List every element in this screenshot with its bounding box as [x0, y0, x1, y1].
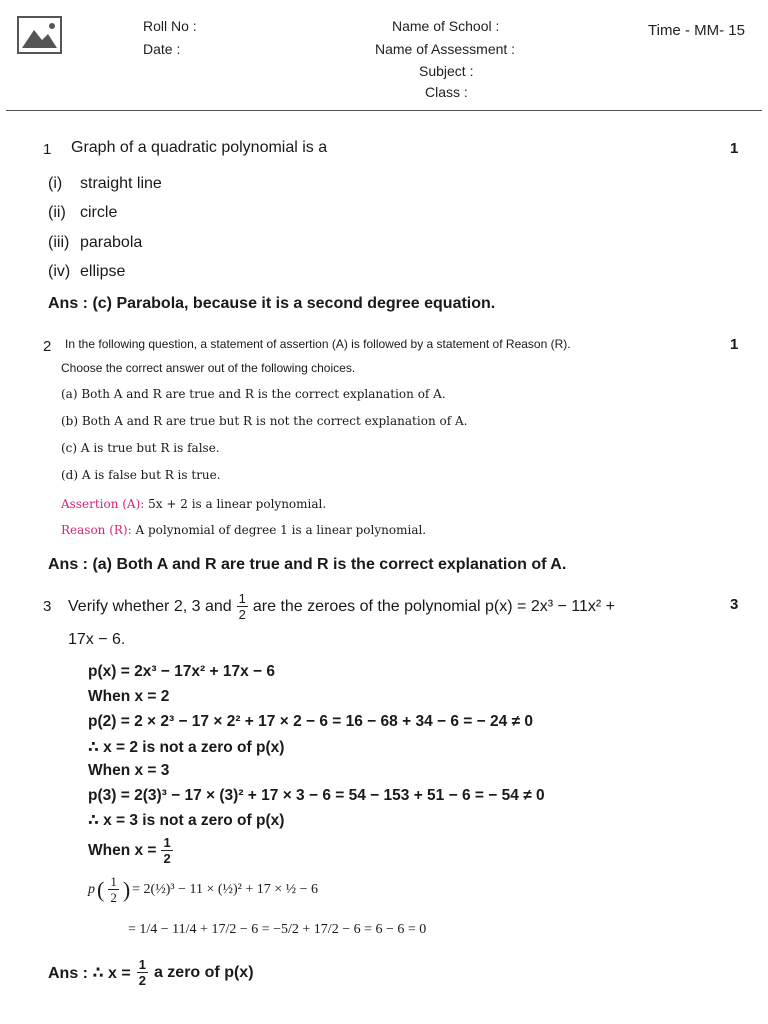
assessment-name-label: Name of Assessment :: [375, 41, 516, 57]
fraction-numerator: 1: [110, 874, 117, 889]
solution-line: ∴ x = 2 is not a zero of p(x): [88, 739, 285, 756]
equation-text: = 2(½)³ − 11 × (½)² + 17 × ½ − 6: [132, 881, 319, 897]
solution-line: p(3) = 2(3)³ − 17 × (3)² + 17 × 3 − 6 = 54 − 153 + 51 − 6 = − 54 ≠ 0: [88, 787, 545, 804]
assertion-line: [61, 497, 326, 511]
solution-line: ∴ x = 3 is not a zero of p(x): [88, 812, 285, 829]
question-text-part: are the zeroes of the polynomial p(x) = 2x³ − 11x² +: [252, 597, 615, 615]
choice-text: (a) Both A and R are true and R is the correct explanation of A.: [61, 387, 446, 401]
question-number: 3: [43, 598, 52, 615]
choice-text: (d) A is false but R is true.: [61, 468, 221, 482]
time-marks-label: Time - MM- 15: [648, 22, 745, 39]
fraction: [161, 836, 172, 865]
question-text: [68, 592, 615, 621]
fraction: [237, 592, 248, 621]
answer-text: a zero of p(x): [153, 963, 254, 981]
choice-text: (c) A is true but R is false.: [61, 441, 220, 455]
option-label: (i): [48, 175, 63, 192]
fraction-denominator: 2: [110, 890, 117, 905]
question-marks: 3: [730, 596, 739, 613]
solution-text: When x =: [88, 841, 157, 859]
option-label: (iv): [48, 263, 71, 280]
option-text: straight line: [80, 175, 162, 192]
question-marks: 1: [730, 140, 739, 157]
option-text: ellipse: [80, 263, 126, 280]
question-number: 1: [43, 141, 52, 158]
question-marks: 1: [730, 336, 739, 353]
subject-label: Subject :: [419, 63, 474, 79]
reason-line: [61, 523, 426, 537]
fraction-numerator: 1: [138, 957, 146, 972]
equation-line: [88, 875, 318, 904]
image-placeholder-icon: [17, 16, 62, 54]
question-instruction: Choose the correct answer out of the following choices.: [61, 361, 356, 375]
solution-line: When x = 3: [88, 762, 170, 779]
question-intro: In the following question, a statement of assertion (A) is followed by a statement of Reason (R).: [65, 337, 571, 351]
fraction-denominator: 2: [163, 851, 171, 866]
question-text-part: Verify whether 2, 3 and: [68, 597, 232, 615]
school-name-label: Name of School :: [392, 18, 500, 34]
question-number: 2: [43, 338, 52, 355]
fraction-numerator: 1: [238, 591, 246, 606]
fraction-numerator: 1: [163, 835, 171, 850]
answer-text: Ans : ∴ x =: [48, 964, 131, 982]
header-divider: [6, 110, 762, 111]
fraction-denominator: 2: [238, 607, 246, 622]
option-text: circle: [80, 204, 118, 221]
paren-close-icon: ): [122, 876, 131, 902]
class-label: Class :: [425, 84, 468, 100]
equation-function: p: [88, 881, 95, 897]
fraction-denominator: 2: [138, 973, 146, 988]
reason-label: Reason (R):: [61, 523, 132, 537]
question-text: Graph of a quadratic polynomial is a: [71, 139, 328, 156]
solution-line: [88, 836, 175, 865]
solution-line: p(2) = 2 × 2³ − 17 × 2² + 17 × 2 − 6 = 16 − 68 + 34 − 6 = − 24 ≠ 0: [88, 713, 533, 730]
solution-line: p(x) = 2x³ − 17x² + 17x − 6: [88, 663, 275, 680]
equation-line: = 1/4 − 11/4 + 17/2 − 6 = −5/2 + 17/2 − 6 = 6 − 6 = 0: [128, 922, 427, 937]
answer-text: Ans : (a) Both A and R are true and R is the correct explanation of A.: [48, 556, 567, 573]
fraction: [137, 958, 148, 987]
option-label: (iii): [48, 234, 70, 251]
roll-no-label: Roll No :: [143, 18, 197, 34]
choice-text: (b) Both A and R are true but R is not the correct explanation of A.: [61, 414, 468, 428]
solution-line: When x = 2: [88, 688, 170, 705]
answer-line: [48, 958, 254, 987]
fraction: [108, 875, 119, 904]
date-label: Date :: [143, 41, 181, 57]
option-text: parabola: [80, 234, 143, 251]
reason-text: A polynomial of degree 1 is a linear polynomial.: [135, 523, 427, 537]
answer-text: Ans : (c) Parabola, because it is a second degree equation.: [48, 295, 496, 312]
assertion-label: Assertion (A):: [61, 497, 145, 511]
paren-open-icon: (: [97, 876, 105, 902]
question-text-continued: 17x − 6.: [68, 631, 126, 648]
option-label: (ii): [48, 204, 66, 221]
assertion-text: 5x + 2 is a linear polynomial.: [148, 497, 327, 511]
